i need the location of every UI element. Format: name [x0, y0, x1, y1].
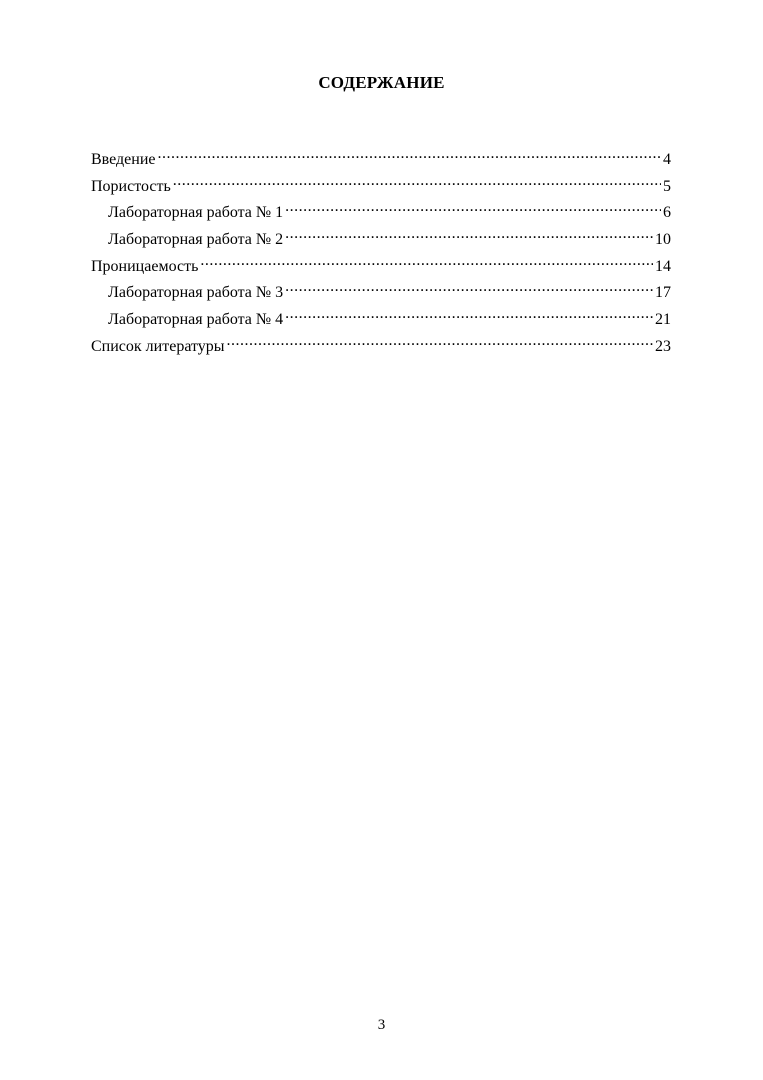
toc-entry-page: 17	[655, 284, 671, 302]
toc-entry-page: 6	[663, 204, 671, 222]
toc-dot-leader	[200, 251, 653, 271]
table-of-contents	[91, 144, 671, 358]
toc-entry-label: Лабораторная работа № 2	[108, 231, 284, 249]
toc-entry-permeability[interactable]	[91, 251, 671, 278]
toc-dot-leader	[158, 144, 662, 164]
toc-dot-leader	[285, 304, 653, 324]
toc-entry-lab-work-2[interactable]	[91, 224, 671, 251]
toc-dot-leader	[227, 331, 653, 351]
toc-entry-page: 23	[655, 337, 671, 355]
toc-entry-page: 14	[655, 257, 671, 275]
toc-entry-introduction[interactable]	[91, 144, 671, 171]
toc-entry-page: 21	[655, 311, 671, 329]
toc-entry-label: Лабораторная работа № 4	[108, 311, 284, 329]
toc-entry-lab-work-4[interactable]	[91, 304, 671, 331]
toc-dot-leader	[285, 197, 661, 217]
toc-entry-label: Лабораторная работа № 3	[108, 284, 284, 302]
toc-entry-page: 10	[655, 231, 671, 249]
toc-entry-page: 5	[663, 177, 671, 195]
toc-entry-label: Введение	[91, 151, 156, 168]
toc-heading: СОДЕРЖАНИЕ	[318, 73, 445, 92]
toc-entry-label: Лабораторная работа № 1	[108, 204, 284, 222]
toc-entry-label: Пористость	[91, 177, 171, 195]
toc-entry-bibliography[interactable]	[91, 331, 671, 358]
toc-entry-label: Проницаемость	[91, 257, 199, 275]
toc-entry-lab-work-1[interactable]	[91, 197, 671, 224]
toc-entry-label: Список литературы	[91, 337, 225, 355]
toc-entry-lab-work-3[interactable]	[91, 277, 671, 304]
page-number: 3	[377, 1017, 386, 1033]
toc-entry-page: 4	[663, 151, 671, 168]
toc-entry-porosity[interactable]	[91, 171, 671, 198]
toc-dot-leader	[285, 224, 653, 244]
toc-dot-leader	[173, 171, 661, 191]
toc-dot-leader	[285, 277, 653, 297]
